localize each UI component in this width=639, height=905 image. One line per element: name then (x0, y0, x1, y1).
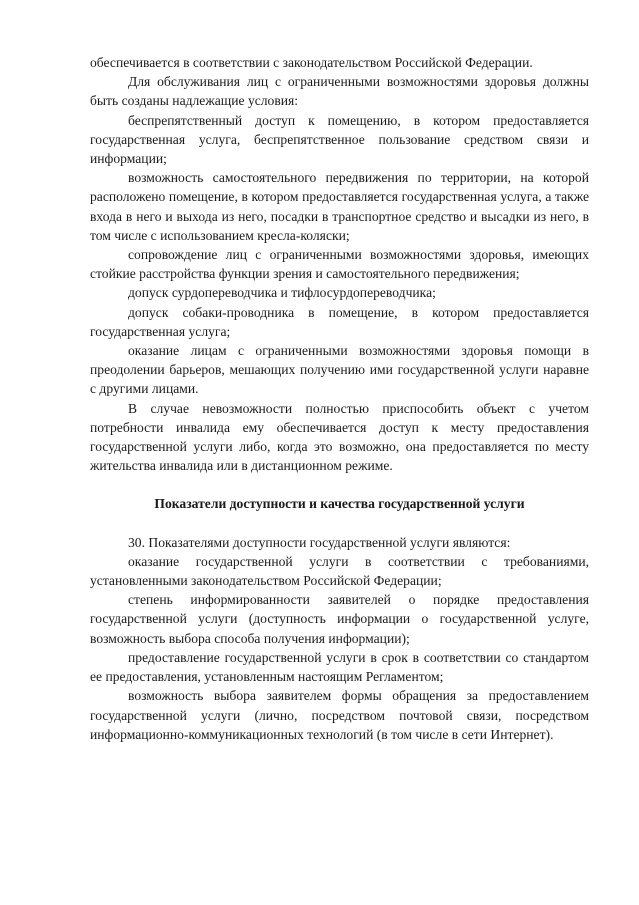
paragraph-conditions-intro: Для обслуживания лиц с ограниченными возможностями здоровья должны быть созданы надлежащие условия: (90, 74, 589, 109)
paragraph-impossibility-case: В случае невозможности полностью приспособить объект с учетом потребности инвалида ему обеспечивается доступ к месту предоставления государственной услуги либо, когда это возможно, она предоставляется по месту жительства инвалида или в дистанционном режиме. (90, 400, 589, 474)
paragraph-request-form-choice: возможность выбора заявителем формы обращения за предоставлением государственной услуги (лично, посредством почтовой связи, посредством информационно-коммуникационных технологий (в том числе в сети Интернет). (90, 688, 589, 742)
paragraph-unimpeded-access: беспрепятственный доступ к помещению, в котором предоставляется государственная услуга, беспрепятственное пользование средством связи и информации; (90, 112, 589, 167)
paragraph-accompaniment: сопровождение лиц с ограниченными возможностями здоровья, имеющих стойкие расстройства функции зрения и самостоятельного передвижения; (90, 247, 589, 282)
paragraph-independent-movement: возможность самостоятельного передвижения по территории, на которой расположено помещение, в котором предоставляется государственная услуга, а также входа в него и выхода из него, посадки в транспортное средство и высадки из него, в том числе с использованием кресла-коляски; (90, 170, 589, 243)
paragraph-timeliness: предоставление государственной услуги в срок в соответствии со стандартом ее предоставления, установленным настоящим Регламентом; (90, 649, 589, 685)
paragraph-guide-dog: допуск собаки-проводника в помещение, в котором предоставляется государственная услуга; (90, 304, 589, 339)
paragraph-sign-interpreter: допуск сурдопереводчика и тифлосурдопереводчика; (128, 285, 436, 301)
paragraph-continuation: обеспечивается в соответствии с законодательством Российской Федерации. (90, 55, 533, 70)
document-page (90, 53, 589, 744)
paragraph-informedness: степень информированности заявителей о порядке предоставления государственной услуги (доступность информации о государственной услуге, возможность выбора способа получения информации); (90, 592, 589, 646)
paragraph-compliance: оказание государственной услуги в соответствии с требованиями, установленными законодательством Российской Федерации; (90, 553, 589, 589)
paragraph-barrier-assistance: оказание лицам с ограниченными возможностями здоровья помощи в преодолении барьеров, мешающих получению ими государственной услуги наравне с другими лицами. (90, 343, 589, 397)
section-heading: Показатели доступности и качества государственной услуги (154, 496, 525, 512)
paragraph-accessibility-indicators: 30. Показателями доступности государственной услуги являются: (128, 534, 511, 550)
